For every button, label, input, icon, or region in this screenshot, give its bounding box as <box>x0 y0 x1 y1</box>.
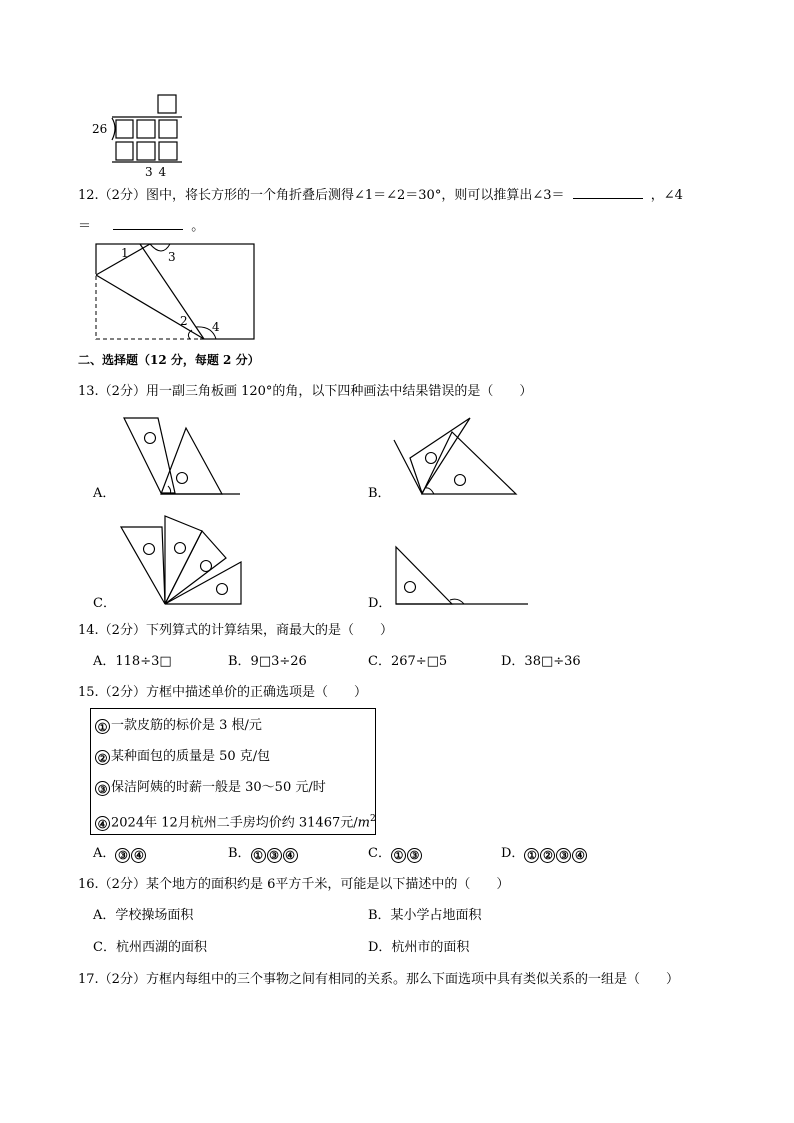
q13-figure-c <box>121 516 241 604</box>
q13-figure-a <box>124 418 240 494</box>
q15-box-line-4 <box>95 811 376 831</box>
remainder-label: 3 4 <box>145 165 168 179</box>
q15-option-b[interactable] <box>228 846 299 863</box>
angle-label-2: 2 <box>180 314 188 328</box>
q13-option-b[interactable]: B． <box>368 486 391 501</box>
q15-option-b-letter: B． <box>228 846 251 861</box>
circled-number-3: ③ <box>95 781 110 796</box>
q15-d-circ-1: ① <box>524 848 539 863</box>
angle-label-3: 3 <box>168 250 176 264</box>
q12-text-a: 12.（2分）图中，将长方形的一个角折叠后测得∠1＝∠2＝30°，则可以推算出∠3＝ <box>78 188 565 203</box>
q15-stem: 15.（2分）方框中描述单价的正确选项是（ ） <box>78 685 367 700</box>
q14-stem: 14.（2分）下列算式的计算结果，商最大的是（ ） <box>78 623 393 638</box>
q15-option-c-letter: C． <box>368 846 391 861</box>
q15-c-circ-2: ③ <box>407 848 422 863</box>
q14-option-a[interactable]: A．118÷3□ <box>93 654 172 669</box>
q15-a-circ-1: ③ <box>115 848 130 863</box>
q14-option-b[interactable]: B．9□3÷26 <box>228 654 307 669</box>
q16-option-b[interactable]: B．某小学占地面积 <box>368 908 482 923</box>
q15-option-c[interactable] <box>368 846 423 863</box>
q12-text-b: ，∠4 <box>650 188 683 203</box>
angle-label-1: 1 <box>121 246 129 260</box>
q16-option-c[interactable]: C．杭州西湖的面积 <box>93 940 207 955</box>
q15-option-a-letter: A． <box>93 846 116 861</box>
q15-d-circ-2: ② <box>540 848 555 863</box>
circled-number-2: ② <box>95 750 110 765</box>
q13-option-d[interactable]: D． <box>368 596 392 611</box>
circled-number-1: ① <box>95 719 110 734</box>
divisor-label: 26 <box>92 122 108 136</box>
q13-stem: 13.（2分）用一副三角板画 120°的角，以下四种画法中结果错误的是（ ） <box>78 384 533 399</box>
q15-statement-box <box>90 708 376 835</box>
q15-a-circ-2: ④ <box>131 848 146 863</box>
q16-stem: 16.（2分）某个地方的面积约是 6平方千米，可能是以下描述中的（ ） <box>78 877 510 892</box>
q13-option-c[interactable]: C． <box>93 596 116 611</box>
q15-b-circ-3: ④ <box>283 848 298 863</box>
q13-figure-b <box>394 418 516 494</box>
q15-option-d-letter: D． <box>501 846 525 861</box>
q15-box-text-1: 一款皮筋的标价是 3 根/元 <box>111 718 262 733</box>
q15-box-line-1 <box>95 718 262 734</box>
q15-b-circ-1: ① <box>251 848 266 863</box>
angle-label-4: 4 <box>212 320 220 334</box>
q15-option-a[interactable] <box>93 846 147 863</box>
q16-option-d[interactable]: D．杭州市的面积 <box>368 940 470 955</box>
q15-box-text-3: 保洁阿姨的时薪一般是 30～50 元/时 <box>111 780 326 795</box>
circled-number-4: ④ <box>95 816 110 831</box>
q17-stem: 17.（2分）方框内每组中的三个事物之间有相同的关系。那么下面选项中具有类似关系的一组是（ ） <box>78 972 679 987</box>
q14-option-d[interactable]: D．38□÷36 <box>501 654 581 669</box>
q15-box-line-3 <box>95 780 326 796</box>
section-2-title: 二、选择题（12 分，每题 2 分） <box>78 353 260 367</box>
q15-b-circ-2: ③ <box>267 848 282 863</box>
q15-box-text-4: 2024年 12月杭州二手房均价约 31467元/ <box>111 815 358 831</box>
q15-d-circ-3: ③ <box>556 848 571 863</box>
q15-unit-m: m <box>357 815 370 831</box>
q16-option-a[interactable]: A．学校操场面积 <box>93 908 194 923</box>
q15-d-circ-4: ④ <box>572 848 587 863</box>
q15-option-d[interactable] <box>501 846 588 863</box>
q13-option-a[interactable]: A． <box>93 486 116 501</box>
q12-text-c: ＝ <box>78 219 92 234</box>
q12-text-d: 。 <box>191 219 205 234</box>
q14-option-c[interactable]: C．267÷□5 <box>368 654 448 669</box>
q15-box-text-2: 某种面包的质量是 50 克/包 <box>111 749 271 764</box>
q15-unit-sup: 2 <box>369 814 376 824</box>
q15-box-line-2 <box>95 749 270 765</box>
q13-figure-d <box>396 547 528 604</box>
q15-c-circ-1: ① <box>391 848 406 863</box>
